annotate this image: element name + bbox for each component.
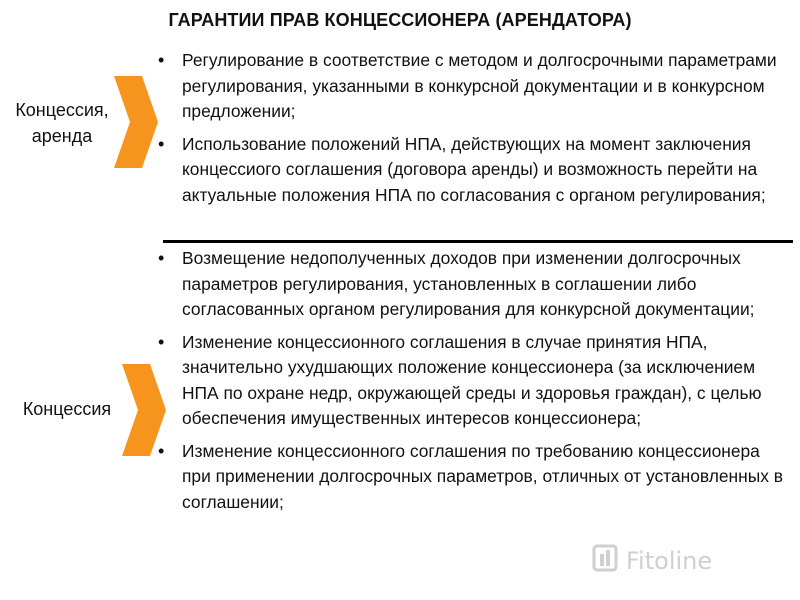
group-label-concession: [10, 396, 124, 422]
list-item: • Изменение концессионного соглашения по требованию концессионера при применении долгосрочных параметров, отличных от установленных в соглашении;: [150, 439, 790, 516]
bullet-list-concession-lease: [150, 48, 790, 215]
section-divider: [163, 240, 793, 243]
watermark-logo: [592, 540, 772, 580]
bullet-list-concession: [150, 246, 790, 522]
list-item: • Регулирование в соответствие с методом и долгосрочными параметрами регулирования, указанными в конкурсной документации и в конкурсном предложении;: [150, 48, 790, 125]
list-item: • Возмещение недополученных доходов при изменении долгосрочных параметров регулирования, установленных в соглашении либо согласованных органом регулирования для конкурсной документации;: [150, 246, 790, 323]
group-label-line: Концессия: [22, 399, 112, 419]
list-item: • Изменение концессионного соглашения в случае принятия НПА, значительно ухудшающих положение концессионера (за исключением НПА по охране недр, окружающей среды и здоровья граждан), с целью обеспечения имущественных интересов концессионера;: [150, 330, 790, 432]
group-label-line: аренда: [31, 126, 93, 146]
group-label-line: Концессия,: [15, 100, 109, 120]
group-label-concession-lease: [6, 97, 118, 149]
page-title: ГАРАНТИИ ПРАВ КОНЦЕССИОНЕРА (АРЕНДАТОРА): [168, 10, 632, 30]
svg-text:Fitoline: Fitoline: [626, 547, 713, 575]
list-item: • Использование положений НПА, действующих на момент заключения концессиого соглашения (договора аренды) и возможность перейти на актуальные положения НПА по согласования с органом регулирования;: [150, 132, 790, 209]
